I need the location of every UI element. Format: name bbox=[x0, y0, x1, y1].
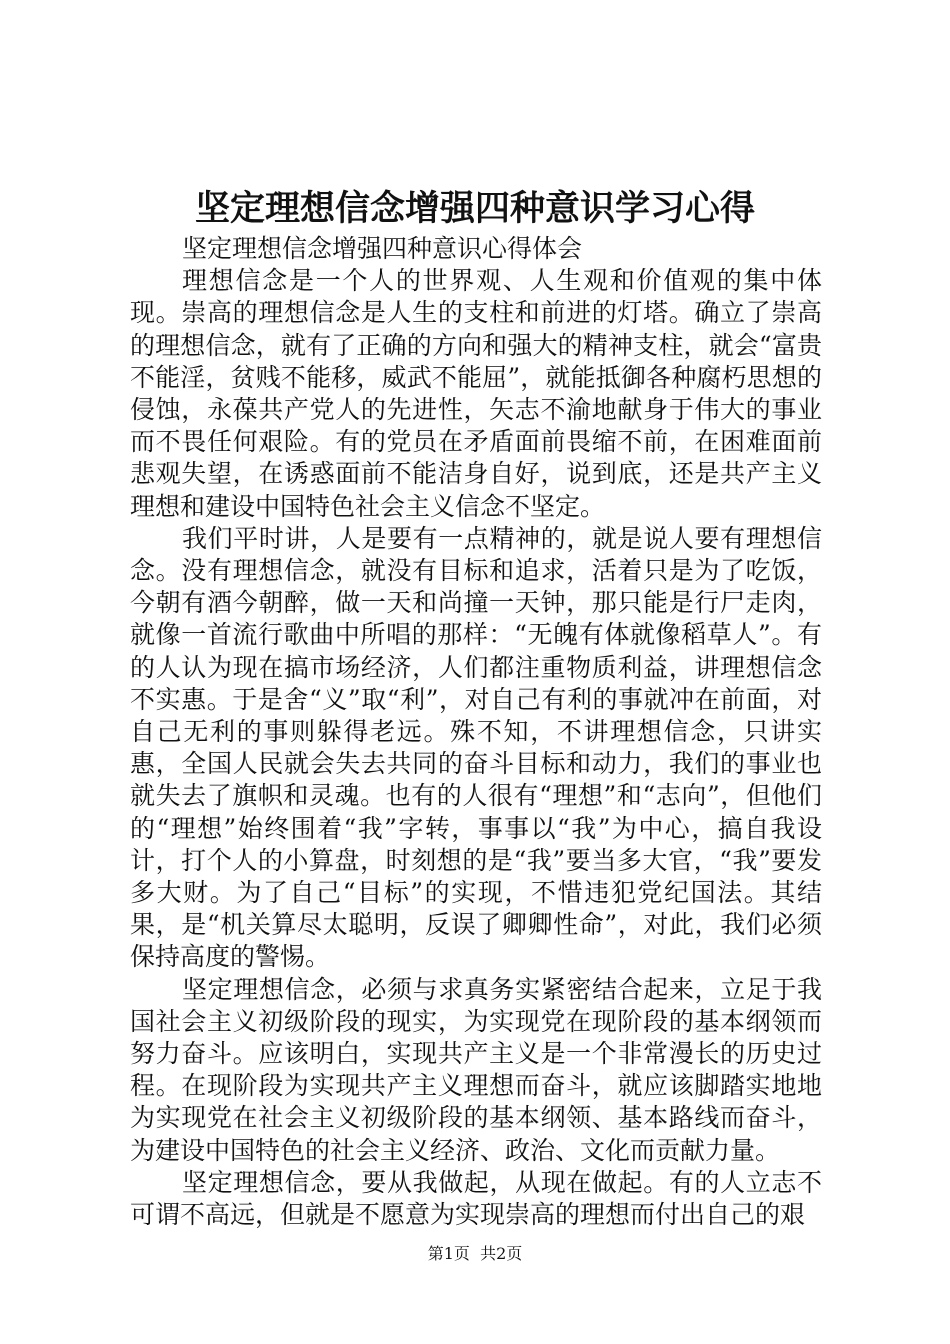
body-paragraph-2: 我们平时讲，人是要有一点精神的，就是说人要有理想信念。没有理想信念，就没有目标和追求，活着只是为了吃饭，今朝有酒今朝醉，做一天和尚撞一天钟，那只能是行尸走肉，就像一首流行歌曲中所唱的那样：“无魄有体就像稻草人”。有的人认为现在搞市场经济，人们都注重物质利益，讲理想信念不实惠。于是舍“义”取“利”，对自己有利的事就冲在前面，对自己无利的事则躲得老远。殊不知，不讲理想信念，只讲实惠，全国人民就会失去共同的奋斗目标和动力，我们的事业也就失去了旗帜和灵魂。也有的人很有“理想”和“志向”，但他们的“理想”始终围着“我”字转，事事以“我”为中心，搞自我设计，打个人的小算盘，时刻想的是“我”要当多大官，“我”要发多大财。为了自己“目标”的实现，不惜违犯党纪国法。其结果，是“机关算尽太聪明，反误了卿卿性命”，对此，我们必须保持高度的警惕。 bbox=[130, 523, 822, 972]
document-title: 坚定理想信念增强四种意识学习心得 bbox=[194, 188, 755, 229]
body-paragraph-4: 坚定理想信念，要从我做起，从现在做起。有的人立志不可谓不高远，但就是不愿意为实现崇高的理想而付出自己的艰 bbox=[130, 1167, 822, 1230]
body-paragraph-1: 理想信念是一个人的世界观、人生观和价值观的集中体现。崇高的理想信念是人生的支柱和前进的灯塔。确立了崇高的理想信念，就有了正确的方向和强大的精神支柱，就会“富贵不能淫，贫贱不能移，威武不能屈”，就能抵御各种腐朽思想的侵蚀，永葆共产党人的先进性，矢志不渝地献身于伟大的事业而不畏任何艰险。有的党员在矛盾面前畏缩不前，在困难面前悲观失望，在诱惑面前不能洁身自好，说到底，还是共产主义理想和建设中国特色社会主义信念不坚定。 bbox=[130, 266, 822, 521]
page-number: 第1页 共2页 bbox=[427, 1244, 523, 1263]
page-footer bbox=[0, 1243, 950, 1265]
subtitle-paragraph: 坚定理想信念增强四种意识心得体会 bbox=[182, 234, 583, 263]
body-paragraph-3: 坚定理想信念，必须与求真务实紧密结合起来，立足于我国社会主义初级阶段的现实，为实现党在现阶段的基本纲领而努力奋斗。应该明白，实现共产主义是一个非常漫长的历史过程。在现阶段为实现共产主义理想而奋斗，就应该脚踏实地地为实现党在社会主义初级阶段的基本纲领、基本路线而奋斗，为建设中国特色的社会主义经济、政治、文化而贡献力量。 bbox=[130, 974, 822, 1165]
document-body bbox=[130, 233, 822, 1231]
